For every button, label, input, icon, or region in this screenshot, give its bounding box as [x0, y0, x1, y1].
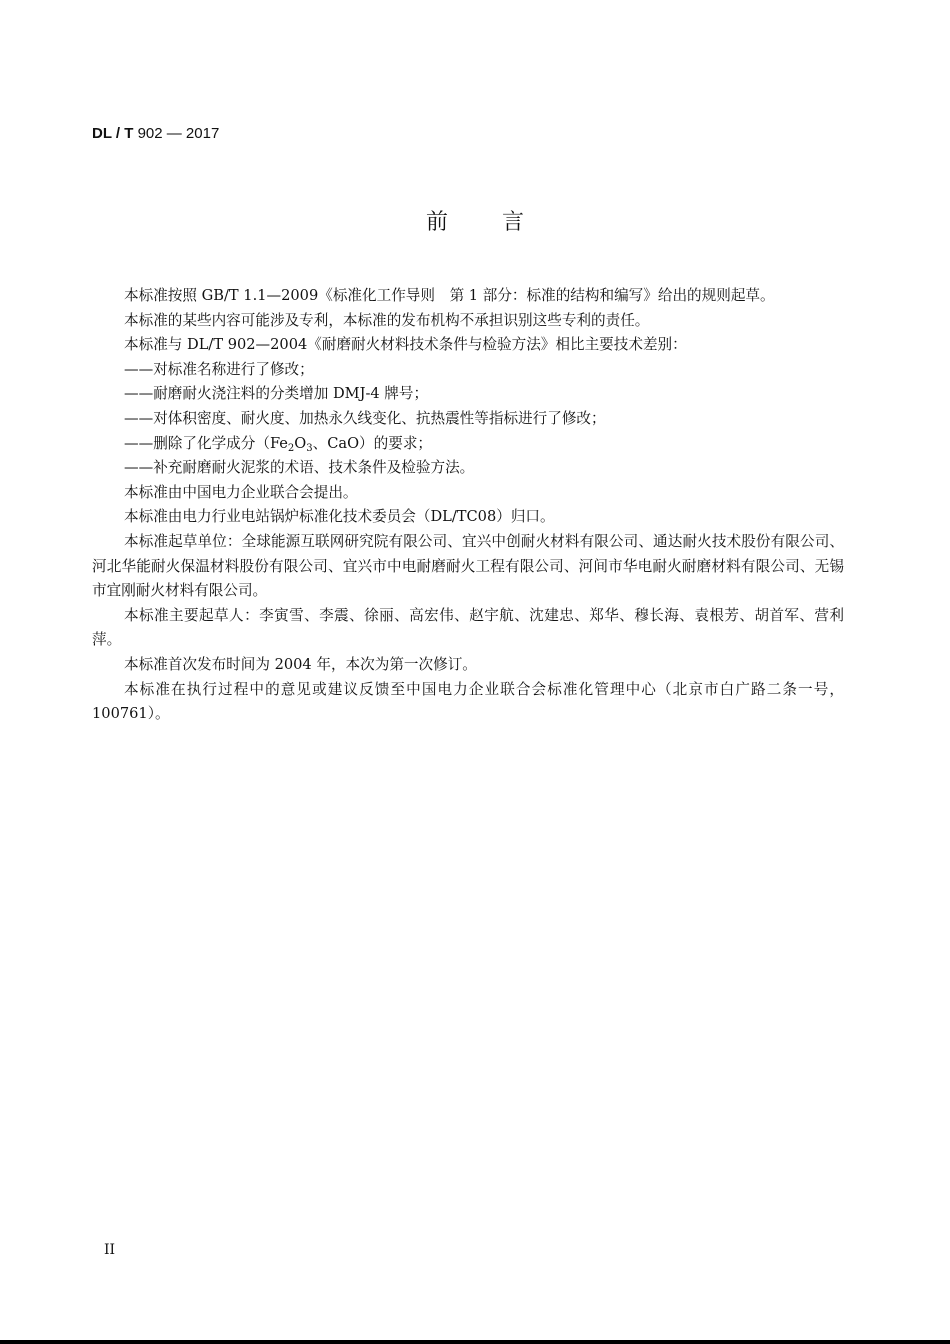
- paragraph-drafting-units: 本标准起草单位：全球能源互联网研究院有限公司、宜兴中创耐火材料有限公司、通达耐火技术股份有限公司、河北华能耐火保温材料股份有限公司、宜兴市中电耐磨耐火工程有限公司、河间市华电耐火耐磨材料有限公司、无锡市宜刚耐火材料有限公司。: [92, 532, 844, 600]
- paragraph-jurisdiction: 本标准由电力行业电站锅炉标准化技术委员会（DL/TC08）归口。: [124, 508, 555, 526]
- standard-number: 902 — 2017: [137, 125, 220, 142]
- document-code: [92, 125, 219, 142]
- page-number: II: [104, 1242, 116, 1258]
- difference-item: ——补充耐磨耐火泥浆的术语、技术条件及检验方法。: [124, 459, 475, 477]
- page-title: 前言: [425, 210, 578, 235]
- difference-item-text: O: [294, 434, 307, 452]
- paragraph-publication-history: 本标准首次发布时间为 2004 年，本次为第一次修订。: [124, 655, 477, 673]
- bottom-divider: [0, 1340, 950, 1344]
- difference-item-text: ——删除了化学成分（Fe: [124, 434, 288, 452]
- paragraph-patent-notice: 本标准的某些内容可能涉及专利，本标准的发布机构不承担识别这些专利的责任。: [124, 311, 650, 329]
- subscript: 3: [306, 442, 313, 454]
- difference-item: ——对标准名称进行了修改；: [124, 360, 314, 378]
- difference-item: [92, 432, 844, 457]
- foreword-body: [92, 284, 844, 727]
- paragraph-drafters: 本标准主要起草人：李寅雪、李震、徐丽、高宏伟、赵宇航、沈建忠、郑华、穆长海、袁根芳、胡首军、营利萍。: [92, 606, 844, 649]
- paragraph-differences-intro: 本标准与 DL/T 902—2004《耐磨耐火材料技术条件与检验方法》相比主要技术差别：: [124, 336, 687, 354]
- paragraph-feedback: 本标准在执行过程中的意见或建议反馈至中国电力企业联合会标准化管理中心（北京市白广路二条一号，100761）。: [92, 680, 844, 723]
- standard-prefix: DL / T: [92, 125, 134, 142]
- difference-item-text: 、CaO）的要求；: [312, 434, 433, 452]
- paragraph-drafting-rules: 本标准按照 GB/T 1.1—2009《标准化工作导则 第 1 部分：标准的结构和编写》给出的规则起草。: [124, 287, 775, 304]
- subscript: 2: [287, 442, 295, 454]
- difference-item: ——对体积密度、耐火度、加热永久线变化、抗热震性等指标进行了修改；: [124, 409, 606, 427]
- paragraph-proposer: 本标准由中国电力企业联合会提出。: [124, 483, 358, 501]
- difference-item: ——耐磨耐火浇注料的分类增加 DMJ-4 牌号；: [124, 385, 429, 403]
